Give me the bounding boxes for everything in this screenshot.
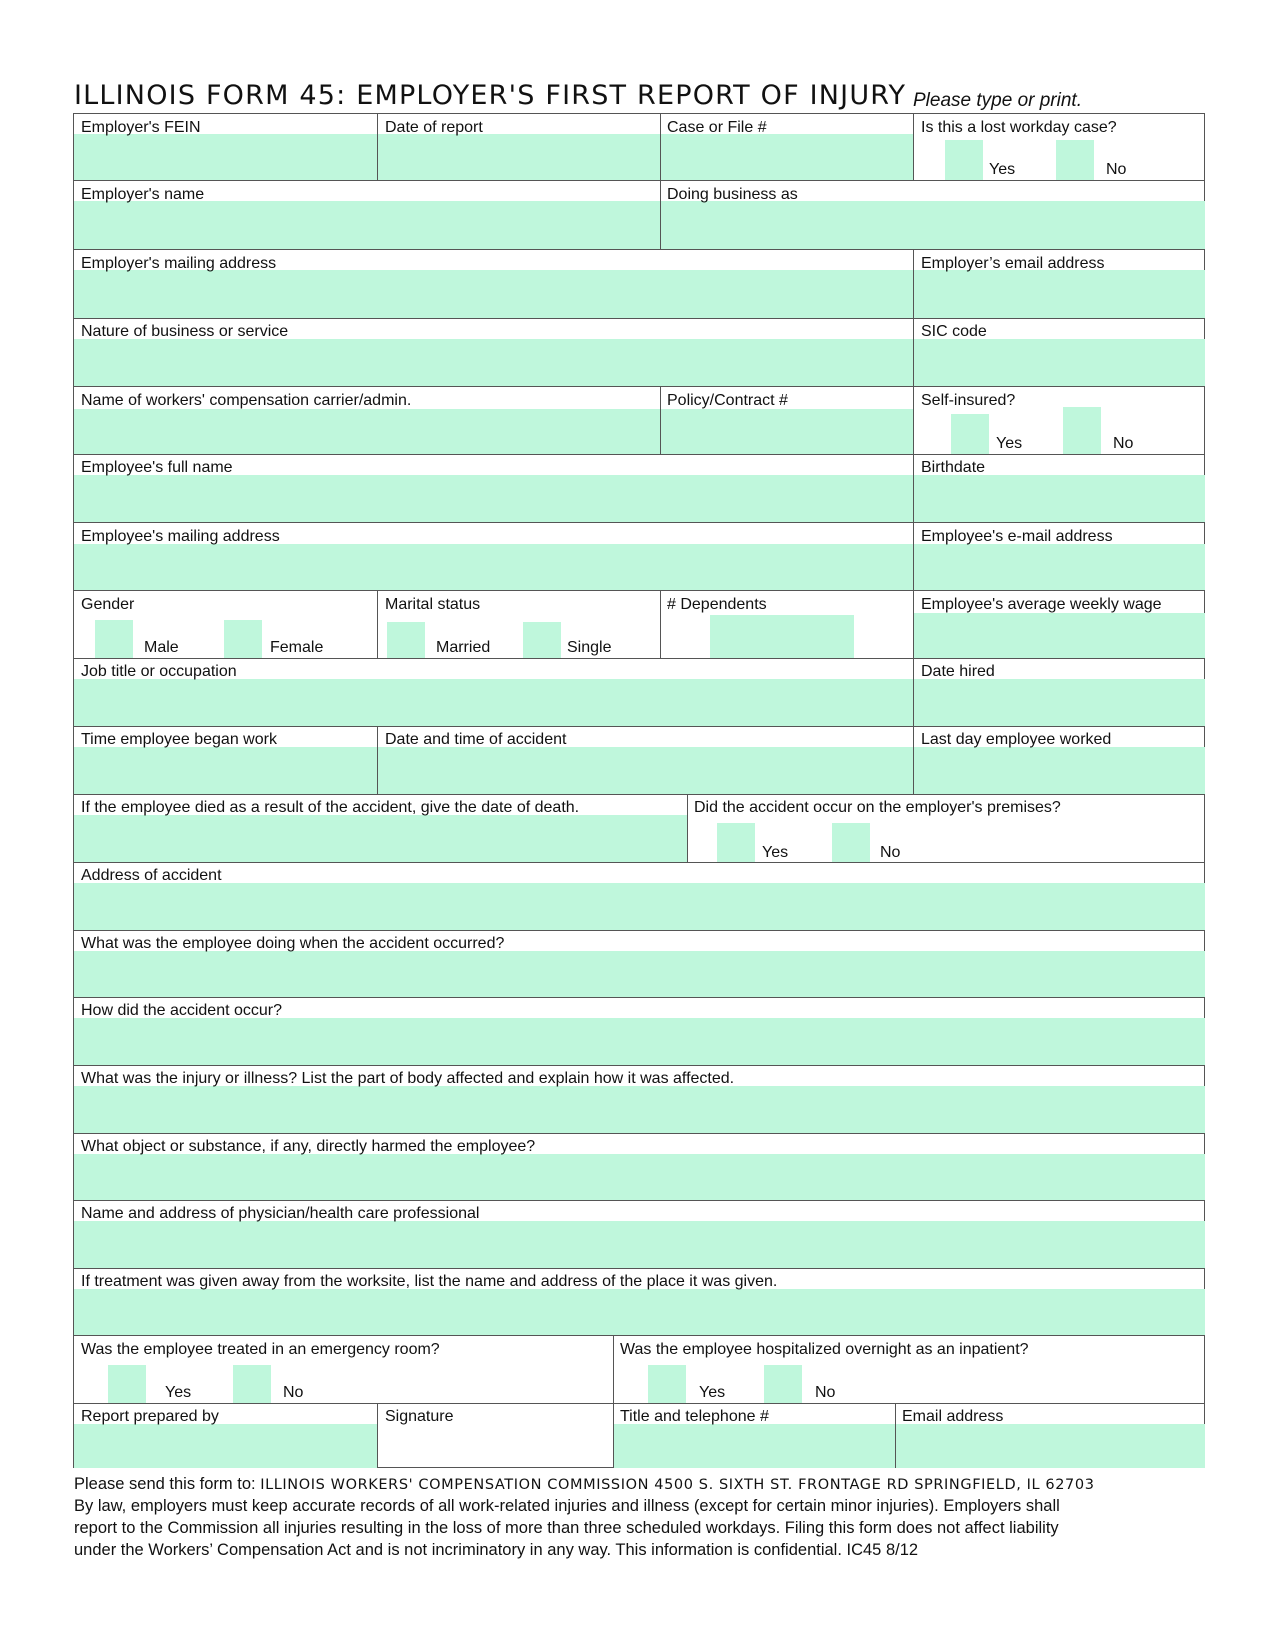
time-began-label: Time employee began work [81,731,277,748]
prepared-by-field[interactable] [74,1424,377,1468]
weekly-wage-field[interactable] [914,613,1205,658]
hospitalized-label: Was the employee hospitalized overnight as an inpatient? [620,1341,1029,1358]
doing-when-field[interactable] [74,951,1205,997]
prepared-by-label: Report prepared by [81,1408,219,1425]
address-of-accident-field[interactable] [74,883,1205,930]
carrier-label: Name of workers' compensation carrier/admin. [81,392,412,409]
gender-female-label: Female [270,639,324,656]
date-of-report-label: Date of report [385,119,483,136]
gender-label: Gender [81,596,135,613]
nature-of-business-label: Nature of business or service [81,323,289,340]
birthdate-field[interactable] [914,475,1205,522]
footer-line-3: under the Workers’ Compensation Act and is not incriminatory in any way. This information is confidential. IC45 8/12 [74,1541,919,1559]
gender-male-label: Male [144,639,179,656]
premises-label: Did the accident occur on the employer's premises? [694,799,1061,816]
hospitalized-no-label: No [815,1384,836,1401]
premises-yes-checkbox[interactable] [717,823,755,862]
self-insured-label: Self-insured? [921,392,1016,409]
marital-married-checkbox[interactable] [387,622,425,658]
employee-email-label: Employee's e-mail address [921,528,1113,545]
footer-send-line [74,1473,1095,1496]
title-phone-field[interactable] [614,1424,895,1468]
job-title-field[interactable] [74,679,913,726]
hospitalized-yes-checkbox[interactable] [648,1365,686,1403]
physician-field[interactable] [74,1221,1205,1268]
lost-workday-label: Is this a lost workday case? [921,119,1117,136]
marital-single-checkbox[interactable] [523,622,561,658]
object-label: What object or substance, if any, directly harmed the employee? [81,1138,536,1155]
emergency-room-no-checkbox[interactable] [233,1365,271,1403]
injury-label: What was the injury or illness? List the part of body affected and explain how it was affected. [81,1070,735,1087]
case-file-label: Case or File # [667,119,767,136]
signature-label: Signature [385,1408,454,1425]
footer-line-1: By law, employers must keep accurate records of all work-related injuries and illness (except for certain minor injuries). Employers shall [74,1497,1060,1515]
footer-send-prefix: Please send this form to: [74,1475,256,1493]
date-time-accident-field[interactable] [378,747,913,794]
form-frame [73,113,1205,1468]
premises-yes-label: Yes [762,844,789,861]
employee-mailing-address-field[interactable] [74,544,913,590]
treatment-away-field[interactable] [74,1289,1205,1335]
date-hired-field[interactable] [914,679,1205,726]
emergency-room-yes-label: Yes [165,1384,192,1401]
hospitalized-no-checkbox[interactable] [764,1365,802,1403]
date-hired-label: Date hired [921,663,995,680]
weekly-wage-label: Employee's average weekly wage [921,596,1162,613]
treatment-away-label: If treatment was given away from the worksite, list the name and address of the place it was given. [81,1273,778,1290]
injury-field[interactable] [74,1086,1205,1133]
hospitalized-yes-label: Yes [699,1384,726,1401]
employee-name-label: Employee's full name [81,459,233,476]
marital-single-label: Single [567,639,612,656]
physician-label: Name and address of physician/health care professional [81,1205,480,1222]
case-file-field[interactable] [661,134,913,180]
self-insured-yes-checkbox[interactable] [951,414,989,454]
employer-mailing-address-field[interactable] [74,270,913,318]
date-of-death-field[interactable] [74,815,687,862]
employer-name-label: Employer's name [81,186,205,203]
employer-email-label: Employer’s email address [921,255,1105,272]
premises-no-label: No [880,844,901,861]
how-occur-label: How did the accident occur? [81,1002,282,1019]
form-instruction: Please type or print. [913,90,1082,111]
lost-workday-yes-label: Yes [989,161,1016,178]
object-field[interactable] [74,1154,1205,1200]
employer-name-field[interactable] [74,201,660,249]
how-occur-field[interactable] [74,1018,1205,1065]
employer-email-field[interactable] [914,270,1205,318]
footer-line-2: report to the Commission all injuries resulting in the loss of more than three scheduled workdays. Filing this form does not affect liability [74,1519,1059,1537]
lost-workday-yes-checkbox[interactable] [945,140,983,180]
address-of-accident-label: Address of accident [81,867,222,884]
marital-married-label: Married [436,639,491,656]
employee-name-field[interactable] [74,475,913,522]
employer-mailing-address-label: Employer's mailing address [81,255,277,272]
job-title-label: Job title or occupation [81,663,237,680]
carrier-field[interactable] [74,409,660,454]
doing-business-as-label: Doing business as [667,186,798,203]
date-of-report-field[interactable] [378,134,660,180]
employee-mailing-address-label: Employee's mailing address [81,528,280,545]
gender-male-checkbox[interactable] [95,620,133,658]
doing-when-label: What was the employee doing when the accident occurred? [81,935,505,952]
dependents-field[interactable] [710,615,854,658]
email-address-field[interactable] [896,1424,1205,1468]
self-insured-no-checkbox[interactable] [1063,407,1101,454]
last-day-field[interactable] [914,747,1205,794]
sic-code-label: SIC code [921,323,987,340]
employer-fein-label: Employer's FEIN [81,119,201,136]
title-phone-label: Title and telephone # [620,1408,769,1425]
self-insured-yes-label: Yes [996,435,1023,452]
sic-code-field[interactable] [914,339,1205,386]
policy-field[interactable] [661,409,913,454]
gender-female-checkbox[interactable] [224,620,262,658]
dependents-label: # Dependents [667,596,767,613]
time-began-field[interactable] [74,747,377,794]
emergency-room-yes-checkbox[interactable] [108,1365,146,1403]
self-insured-no-label: No [1113,435,1134,452]
email-address-label: Email address [902,1408,1004,1425]
date-time-accident-label: Date and time of accident [385,731,567,748]
birthdate-label: Birthdate [921,459,986,476]
marital-status-label: Marital status [385,596,481,613]
footer-send-address: ILLINOIS WORKERS' COMPENSATION COMMISSION 4500 S. SIXTH ST. FRONTAGE RD SPRINGFIELD, IL 62703 [260,1477,1095,1493]
lost-workday-no-label: No [1106,161,1127,178]
emergency-room-no-label: No [283,1384,304,1401]
doing-business-as-field[interactable] [661,201,1205,249]
last-day-label: Last day employee worked [921,731,1112,748]
employee-email-field[interactable] [914,544,1205,590]
policy-label: Policy/Contract # [667,392,788,409]
premises-no-checkbox[interactable] [832,823,870,862]
form-title: ILLINOIS FORM 45: EMPLOYER'S FIRST REPORT OF INJURY [74,80,907,111]
employer-fein-field[interactable] [74,134,377,180]
date-of-death-label: If the employee died as a result of the accident, give the date of death. [81,799,580,816]
nature-of-business-field[interactable] [74,339,913,386]
lost-workday-no-checkbox[interactable] [1056,140,1094,180]
emergency-room-label: Was the employee treated in an emergency room? [81,1341,440,1358]
